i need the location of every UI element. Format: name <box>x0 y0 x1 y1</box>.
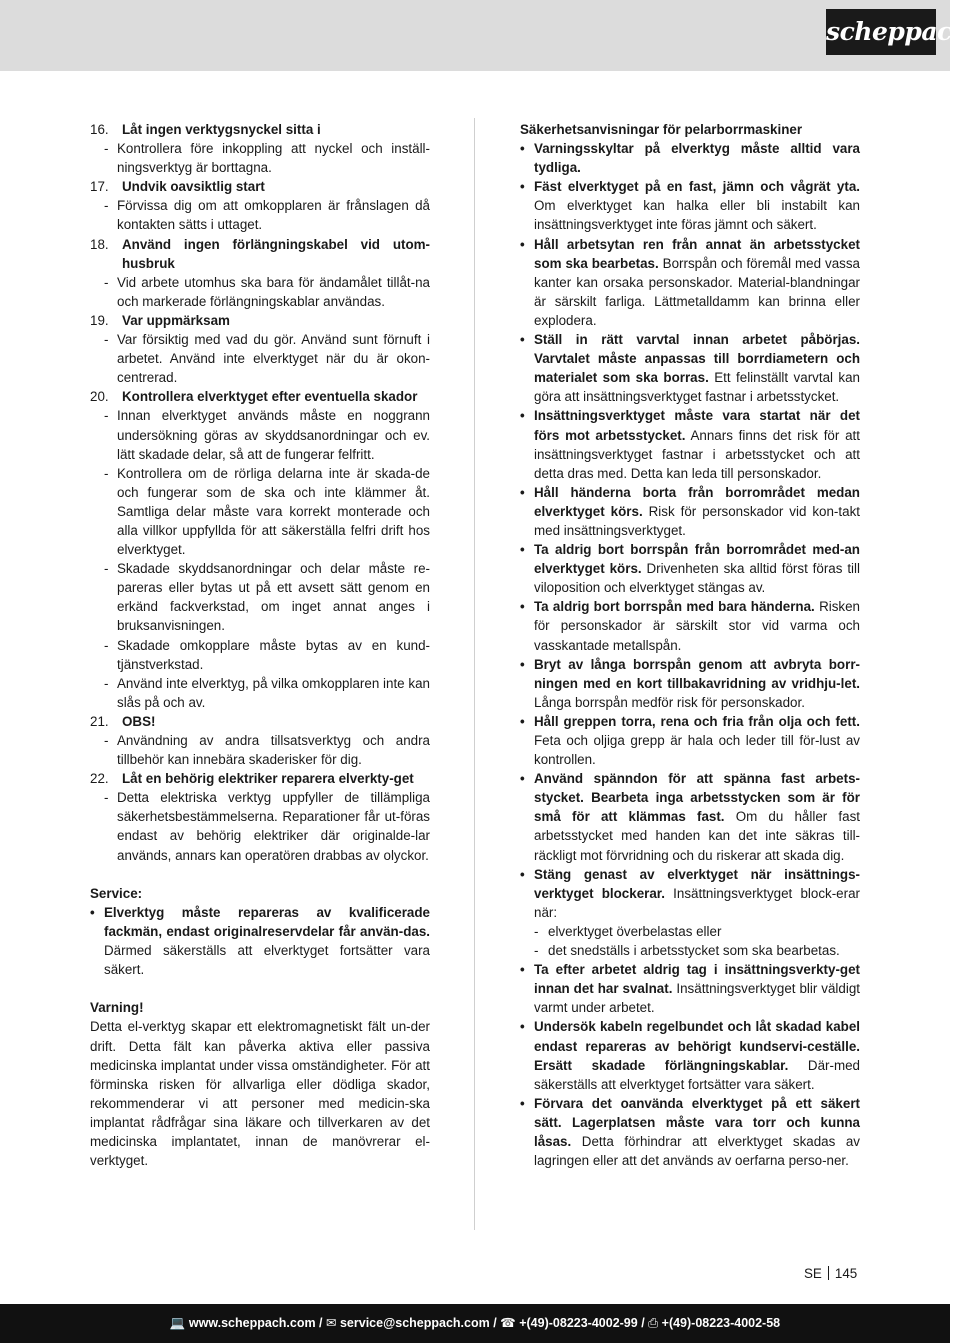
safety-bullet <box>520 330 860 406</box>
item-title: OBS! <box>122 713 156 729</box>
footer-web[interactable]: www.scheppach.com <box>188 1316 316 1330</box>
safety-bullet-text: Om elverktyget kan halka eller bli instabilt kan insättningsverktyget inte föras jämnt och säkert. <box>534 198 860 233</box>
safety-bullet <box>520 655 860 712</box>
item-title: Kontrollera elverktyget efter eventuella skador <box>122 389 418 405</box>
numbered-item-title <box>90 712 430 731</box>
item-number: 20. <box>90 389 109 405</box>
numbered-list <box>90 120 430 865</box>
safety-bullet-text: Ett felinställt varvtal kan göra att insättningsverktyget fastnar i arbetsstycket. <box>534 370 860 405</box>
safety-bullet-text: Där-med säkerställs att elverktyget fortsätter vara säkert. <box>534 1057 860 1092</box>
safety-bullet-text: Insättningsverktyget blir väldigt varmt under arbetet. <box>534 981 860 1016</box>
safety-bullet-bold: Ta aldrig bort borrspån med bara händerna. <box>534 599 815 615</box>
item-dash-text: - Detta elektriska verktyg uppfyller de tillämpliga säkerhetsbestämmelserna. Reparationer får ut-föras endast av behörig elektriker där originalde-lar används, annars kan operatören drabbas av olyckor. <box>90 788 430 864</box>
service-bullet-text: Därmed säkerställs att elverktyget fortsätter vara säkert. <box>104 943 430 978</box>
safety-bullet-bold: Insättningsverktyget måste vara startat när det förs mot arbetsstycket. <box>534 408 860 443</box>
numbered-item-title <box>90 120 430 139</box>
safety-bullet-bold: Fäst elverktyget på en fast, jämn och vågrät yta. <box>534 179 860 195</box>
safety-bullet-bold: Använd spänndon för att spänna fast arbets-stycket. Bearbeta inga arbetsstycken som är för små för att klämmas fast. <box>534 771 860 825</box>
footer-phone: +(49)-08223-4002-99 <box>519 1316 638 1330</box>
safety-bullet-text: Drivenheten ska alltid först föras till viloposition och elverktyget stängas av. <box>534 561 860 596</box>
safety-bullet-bold: Förvara det oanvända elverktyget på ett säkert sätt. Lagerplatsen måste vara torr och kunna låsas. <box>534 1095 860 1149</box>
safety-bullet-text: Om du håller fast arbetsstycket med handen kan det inte säkras till-räckligt mot förvridning och du riskerar att skada dig. <box>534 809 860 863</box>
safety-bullet-bold: Bryt av långa borrspån genom att avbryta borr-ningen med en kort tillbakavridning av vridhju-let. <box>534 656 860 691</box>
item-number: 19. <box>90 312 109 328</box>
service-bullet <box>90 903 430 979</box>
column-divider <box>474 118 475 1230</box>
safety-bullet-text: Detta förhindrar att elverktyget skadas av lagringen eller att det används av oerfarna perso-ner. <box>534 1133 860 1169</box>
item-number: 17. <box>90 179 109 195</box>
page-lang: SE <box>804 1266 822 1281</box>
safety-bullet <box>520 712 860 769</box>
item-title: Var uppmärksam <box>122 312 230 328</box>
item-dash-text: - Vid arbete utomhus ska bara för ändamålet tillåt-na och markerade förlängningskablar användas. <box>90 273 430 311</box>
safety-bullet-bold: Håll greppen torra, rena och fria från olja och fett. <box>534 713 860 729</box>
item-number: 16. <box>90 122 109 137</box>
item-title: Låt ingen verktygsnyckel sitta i <box>122 122 321 137</box>
item-dash-text: - Användning av andra tillsatsverktyg och andra tillbehör kan innebära skaderisker för dig. <box>90 731 430 769</box>
warning-heading: Varning! <box>90 1000 144 1016</box>
page-footer: 💻 www.scheppach.com / ✉ service@scheppach.com / ☎ +(49)-08223-4002-99 / ⎙ +(49)-08223-4002-58 <box>0 1304 950 1343</box>
numbered-item-title <box>90 235 430 273</box>
service-heading: Service: <box>90 885 143 901</box>
numbered-item-title <box>90 177 430 196</box>
safety-bullet-text: Risken för personskador är särskilt stor vid varma och vasskantade metallspån. <box>534 599 860 653</box>
safety-sub-item: - elverktyget överbelastas eller <box>520 922 860 941</box>
item-dash-text: - Skadade skyddsanordningar och delar måste re-pareras eller bytas ut på ett avsett sätt genom en erkänd fackverkstad, om inget annat anges i bruksanvisningen. <box>90 559 430 635</box>
item-dash-text: - Förvissa dig om att omkopplaren är frånslagen då kontakten sätts i uttaget. <box>90 196 430 234</box>
item-number: 18. <box>90 236 109 252</box>
page-number <box>804 1266 857 1281</box>
scheppach-logo: scheppach <box>826 9 936 55</box>
safety-bullet-bold: Varningsskyltar på elverktyg måste alltid vara tydliga. <box>534 141 860 176</box>
warning-text: Detta el-verktyg skapar ett elektromagnetiskt fält un-der drift. Detta fält kan påverka aktiva eller passiva medicinska implantat under vissa omständigheter. För att förminska risken för allvarliga eller dödliga skador, rekommenderar vi att personer med medicin-ska implantat rådfrågar sina läkare och tillverkaren av det medicinska implantatet, innan de manövrerar el-verktyget. <box>90 1019 430 1169</box>
safety-bullet <box>520 540 860 597</box>
item-title: Låt en behörig elektriker reparera elverkty-get <box>122 771 414 787</box>
safety-bullet <box>520 769 860 864</box>
phone-icon: ☎ <box>500 1316 516 1330</box>
safety-bullet <box>520 1094 860 1170</box>
numbered-item-title <box>90 311 430 330</box>
page-number-value: 145 <box>834 1266 858 1281</box>
fax-icon: ⎙ <box>648 1316 659 1330</box>
safety-bullet-bold: Undersök kabeln regelbundet och låt skadad kabel endast repareras av behörigt kundservi-ceställe. Ersätt skadade förlängningskablar. <box>534 1019 860 1073</box>
numbered-item-title <box>90 769 430 788</box>
safety-bullet-bold: Stäng genast av elverktyget när insättnings-verktyget blockerar. <box>534 866 860 901</box>
item-title: Undvik oavsiktlig start <box>122 179 265 195</box>
safety-bullet <box>520 177 860 234</box>
safety-bullet-bold: Ta efter arbetet aldrig tag i insättningsverkty-get innan det har svalnat. <box>534 962 860 997</box>
item-dash-text: - Innan elverktyget används måste en noggrann undersökning göras av skyddsanordningar och ev. lätt skadade delar, så att de fungerar felfritt. <box>90 406 430 463</box>
safety-bullet-bold: Håll händerna borta från borrområdet medan elverktyget körs. <box>534 484 860 519</box>
numbered-item-title <box>90 387 430 406</box>
item-number: 22. <box>90 771 109 787</box>
safety-bullet-bold: Håll arbetsytan ren från annat än arbetsstycket som ska bearbetas. <box>534 236 860 271</box>
computer-icon: 💻 <box>169 1316 186 1330</box>
safety-bullet-text: Långa borrspån medför risk för personskador. <box>534 694 805 710</box>
safety-bullet <box>520 960 860 1017</box>
safety-bullet-bold: Ställ in rätt varvtal innan arbetet påbörjas. Varvtalet måste anpassas till borrdiametern och materialet som ska borras. <box>534 332 860 386</box>
right-column <box>520 120 860 1170</box>
page-number-separator <box>828 1266 829 1280</box>
email-icon: ✉ <box>326 1316 337 1330</box>
safety-bullet-text: Risk för personskador vid kon-takt med insättningsverktyget. <box>534 503 860 538</box>
item-dash-text: - Var försiktig med vad du gör. Använd sunt förnuft i arbetet. Använd inte elverktyget när du är okon-centrerad. <box>90 330 430 387</box>
safety-bullet-text: Annars finns det risk för att insättningsverktyget fastnar i arbetsstycket och att detta dras med. Detta kan leda till personskador. <box>534 427 860 481</box>
safety-bullet <box>520 597 860 654</box>
item-dash-text: - Skadade omkopplare måste bytas av en kund-tjänstverkstad. <box>90 636 430 674</box>
safety-bullet <box>520 865 860 922</box>
safety-bullet-bold: Ta aldrig bort borrspån från borrområdet med-an elverktyget körs. <box>534 542 860 577</box>
item-dash-text: - Använd inte elverktyg, på vilka omkopplaren inte kan slås på och av. <box>90 674 430 712</box>
page-header <box>0 0 969 71</box>
safety-bullet <box>520 1017 860 1093</box>
safety-bullet <box>520 139 860 177</box>
safety-bullet-text: Borrspån och föremål med vassa kanter kan orsaka personskador. Material-blandningar är särskilt farliga. Lättmetalldamm kan brinna eller explodera. <box>534 255 860 328</box>
safety-bullet-text: Feta och oljiga grepp är hala och leder till för-lust av kontrollen. <box>534 733 860 768</box>
safety-sub-item: - det snedställs i arbetsstycket som ska bearbetas. <box>520 941 860 960</box>
safety-bullet <box>520 235 860 330</box>
safety-bullet-text: Insättningsverktyget block-erar när: <box>534 885 860 920</box>
footer-fax: +(49)-08223-4002-58 <box>661 1316 781 1330</box>
safety-bullet <box>520 406 860 482</box>
item-title: Använd ingen förlängningskabel vid utom-husbruk <box>122 236 430 271</box>
left-column <box>90 120 430 1170</box>
drill-safety-heading: Säkerhetsanvisningar för pelarborrmaskiner <box>520 122 803 137</box>
service-bullet-bold: Elverktyg måste repareras av kvalificerade fackmän, endast originalreservdelar får använ-das. <box>104 904 430 939</box>
footer-email[interactable]: service@scheppach.com <box>339 1316 490 1330</box>
item-number: 21. <box>90 713 109 729</box>
item-dash-text: - Kontrollera om de rörliga delarna inte är skada-de och fungerar som de ska och inte klämmer åt. Samtliga delar måste vara korrekt monterade och alla villkor uppfyllda för att säkerställa felfri drift hos elverktyget. <box>90 464 430 559</box>
safety-bullet-list <box>520 139 860 1170</box>
safety-bullet <box>520 483 860 540</box>
item-dash-text: - Kontrollera före inkoppling att nyckel och inställ-ningsverktyg är borttagna. <box>90 139 430 177</box>
